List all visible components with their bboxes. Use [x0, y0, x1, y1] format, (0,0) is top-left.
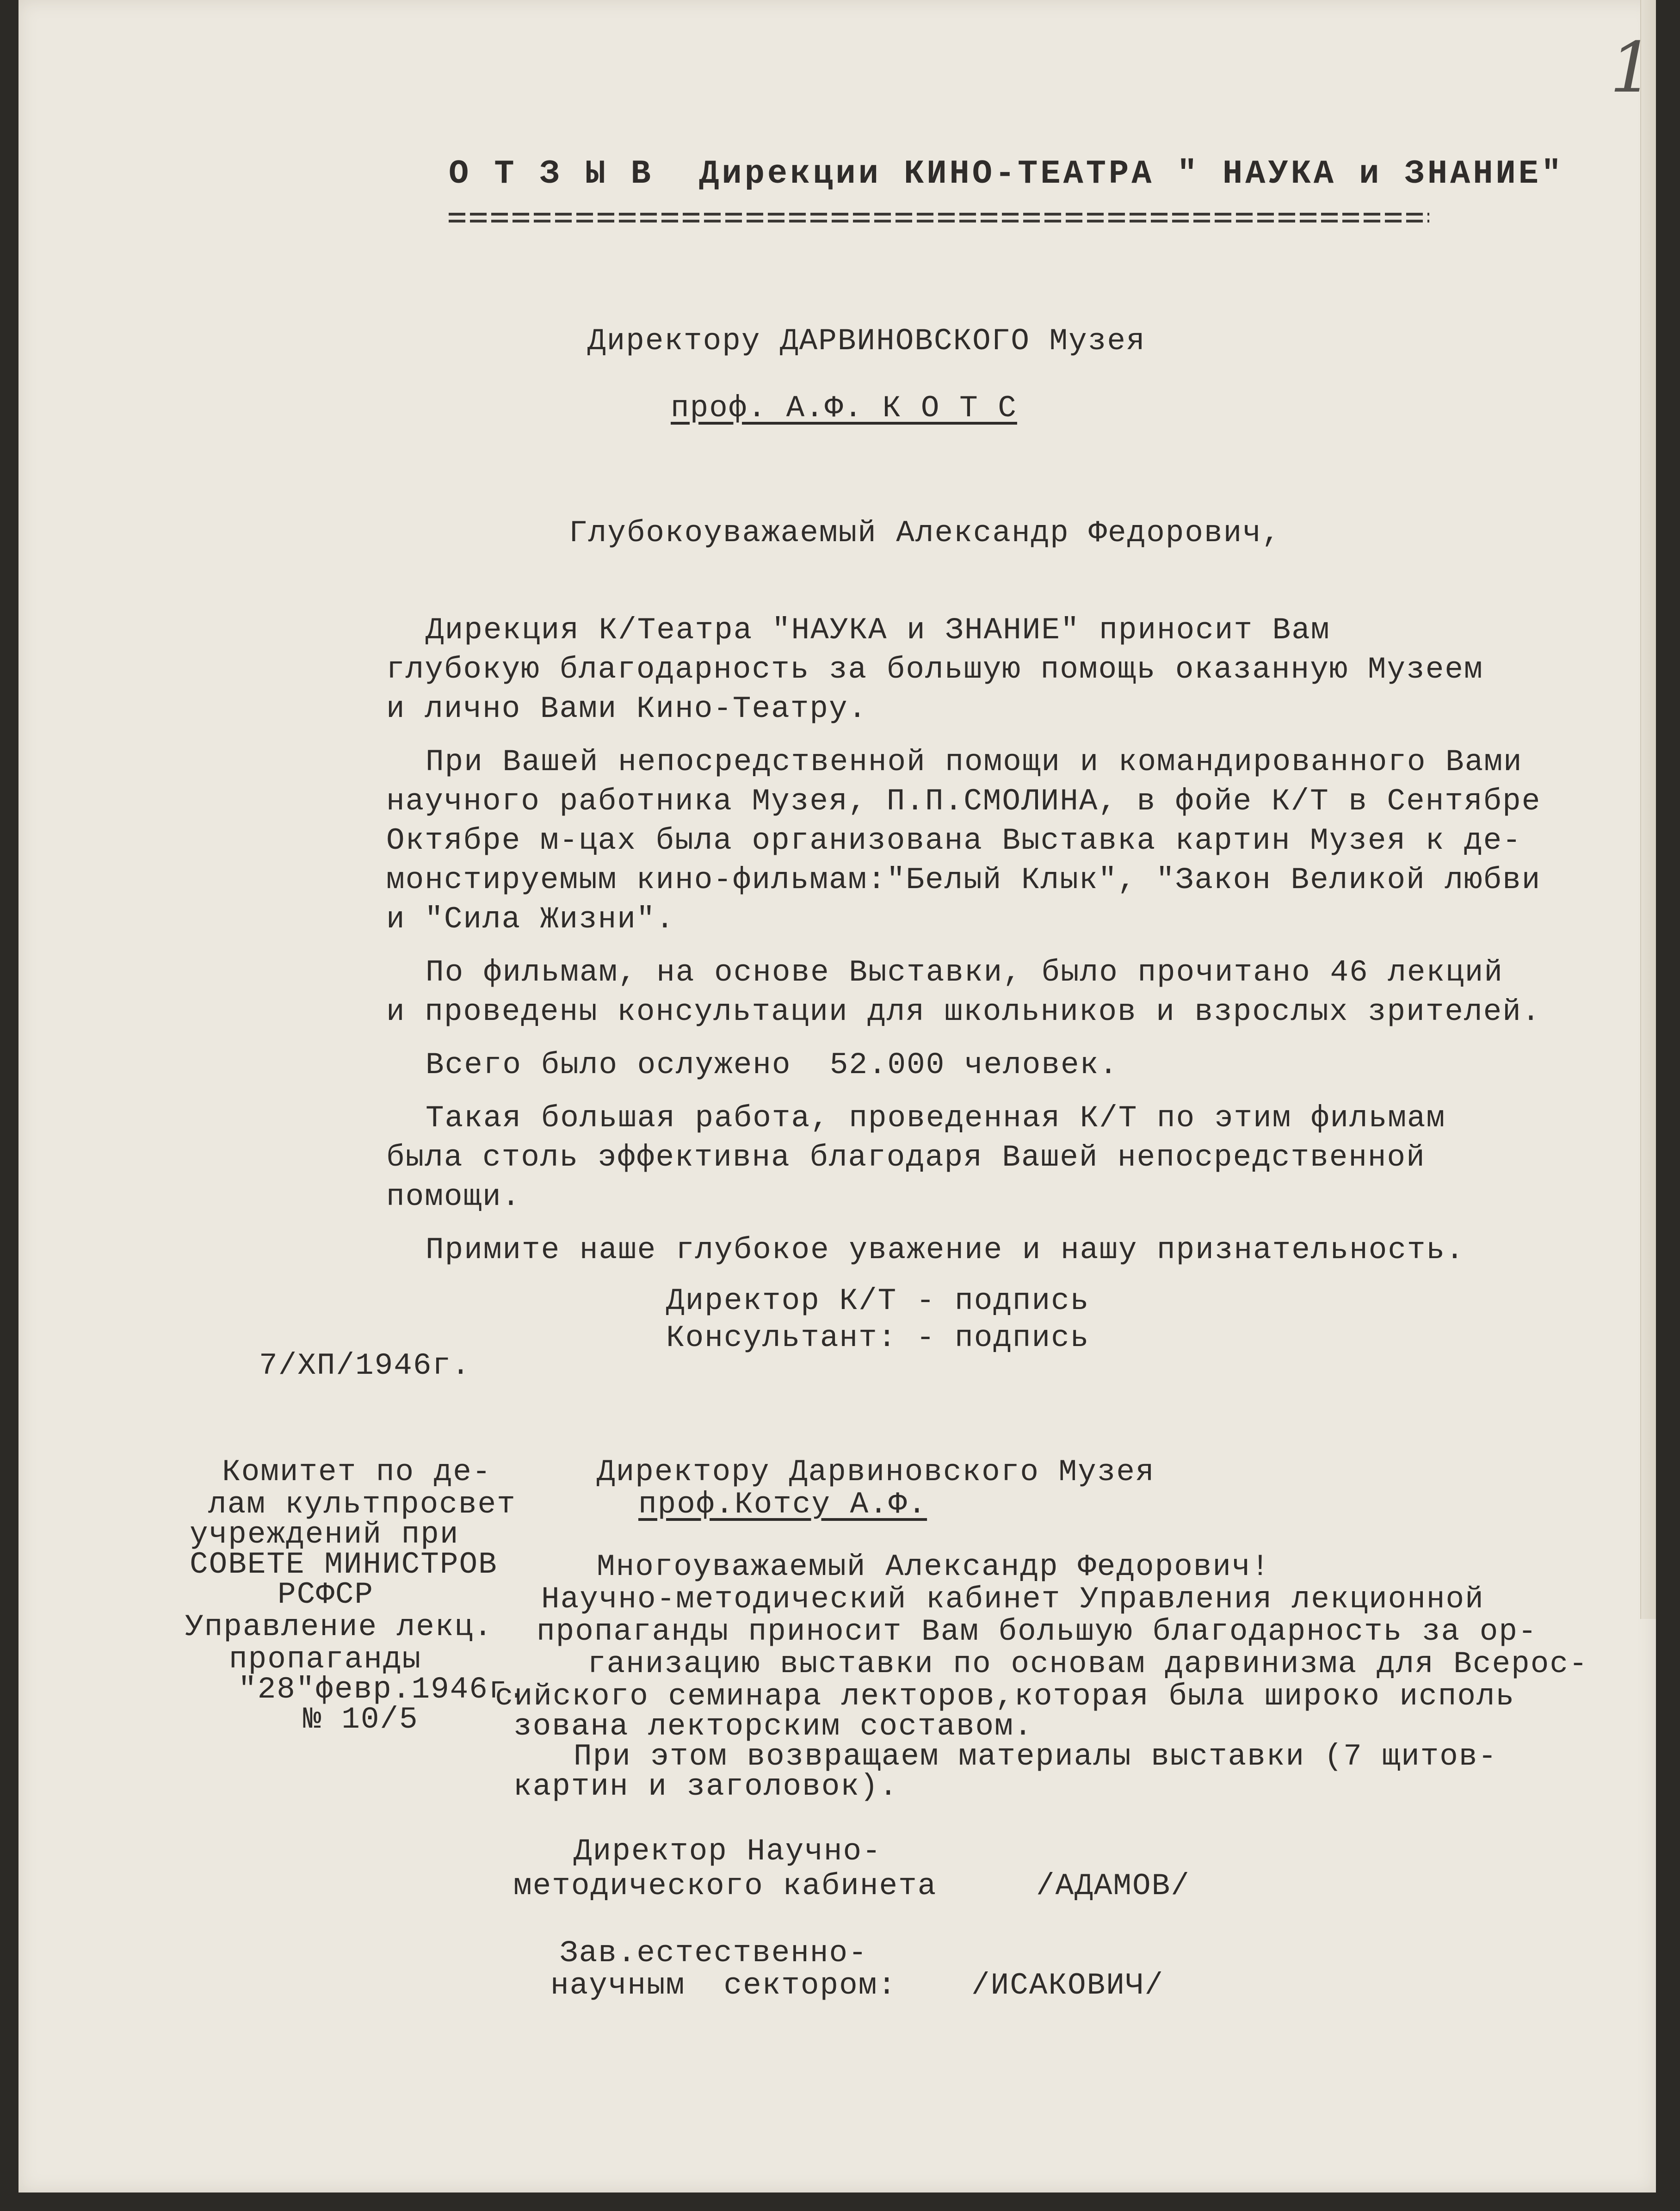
paragraph-6: Примите наше глубокое уважение и нашу признательность. — [426, 1233, 1465, 1267]
sender-line-7: пропаганды — [229, 1642, 422, 1677]
salutation: Глубокоуважаемый Александр Федорович, — [569, 516, 1281, 550]
paragraph-3-line-1: По фильмам, на основе Выставки, было прочитано 46 лекций — [426, 955, 1503, 990]
addressee-line-2: проф. А.Ф. К О Т С — [671, 391, 1017, 426]
paragraph-5-line-2: была столь эффективна благодаря Вашей непосредственной — [386, 1140, 1426, 1175]
signature-3-name: /ИСАКОВИЧ/ — [971, 1968, 1164, 2003]
title-rule-2 — [449, 220, 1429, 222]
signature-2-name: /АДАМОВ/ — [1036, 1869, 1190, 1903]
paragraph-5-line-1: Такая большая работа, проведенная К/Т по этим фильмам — [426, 1101, 1446, 1136]
sender-line-8: "28"февр.1946г. — [238, 1672, 527, 1707]
paragraph-2-line-4: монстируемым кино-фильмам:"Белый Клык", "Закон Великой любви — [386, 863, 1541, 897]
paragraph-1-line-3: и лично Вами Кино-Театру. — [386, 692, 868, 726]
paragraph-3-line-2: и проведены консультации для школьников и взрослых зрителей. — [386, 994, 1541, 1029]
paragraph-1-line-2: глубокую благодарность за большую помощь оказанную Музеем — [386, 652, 1483, 687]
paragraph-2-line-3: Октябре м-цах была организована Выставка картин Музея к де- — [386, 823, 1522, 858]
paragraph-1-line-1: Дирекция К/Театра "НАУКА и ЗНАНИЕ" приносит Вам — [426, 613, 1330, 648]
letter-2-addressee-line-2: проф.Котсу А.Ф. — [638, 1487, 927, 1522]
letter-1-date: 7/ХП/1946г. — [259, 1348, 471, 1383]
paragraph-2-line-2: научного работника Музея, П.П.СМОЛИНА, в фойе К/Т в Сентябре — [386, 784, 1541, 819]
document-title: О Т З Ы В Дирекции КИНО-ТЕАТРА " НАУКА и ЗНАНИЕ" — [449, 155, 1564, 193]
signature-2-title-line-2: методического кабинета — [513, 1869, 937, 1903]
letter-2-salutation: Многоуважаемый Александр Федорович! — [597, 1550, 1271, 1584]
sender-line-1: Комитет по де- — [222, 1455, 492, 1489]
letter-2-body2-line-2: картин и заголовок). — [513, 1769, 899, 1804]
sender-line-9: № 10/5 — [303, 1702, 419, 1737]
signature-consultant: Консультант: - подпись — [666, 1321, 1090, 1355]
sender-line-3: учреждений при — [190, 1517, 459, 1552]
letter-2-body-line-4: сийского семинара лекторов,которая была широко исполь — [495, 1679, 1515, 1714]
signature-director: Директор К/Т - подпись — [666, 1284, 1090, 1318]
signature-2-title-line-1: Директор Научно- — [574, 1834, 882, 1869]
paragraph-4: Всего было ослужено 52.000 человек. — [426, 1048, 1118, 1082]
sender-line-2: лам культпросвет — [208, 1487, 516, 1522]
letter-2-body-line-1: Научно-методический кабинет Управления лекционной — [541, 1582, 1484, 1617]
letter-2-addressee-line-1: Директору Дарвиновского Музея — [597, 1455, 1155, 1489]
sender-line-5: РСФСР — [278, 1577, 374, 1612]
next-sheet-edge — [1640, 0, 1656, 1619]
document-page — [19, 0, 1656, 2192]
letter-2-body-line-2: пропаганды приносит Вам большую благодарность за ор- — [537, 1614, 1538, 1649]
addressee-line-1: Директору ДАРВИНОВСКОГО Музея — [587, 324, 1146, 358]
page-number: 1 — [1610, 28, 1654, 108]
letter-2-body-line-3: ганизацию выставки по основам дарвинизма для Всерос- — [587, 1647, 1588, 1681]
sender-line-4: СОВЕТЕ МИНИСТРОВ — [190, 1547, 498, 1582]
signature-3-title-line-2: научным сектором: — [550, 1968, 897, 2003]
title-rule-1 — [449, 213, 1429, 216]
sender-line-6: Управление лекц. — [185, 1610, 493, 1644]
paragraph-2-line-5: и "Сила Жизни". — [386, 902, 675, 937]
signature-3-title-line-1: Зав.естественно- — [560, 1936, 868, 1970]
letter-2-body-line-5: зована лекторским составом. — [513, 1709, 1033, 1744]
letter-2-body2-line-1: При этом возвращаем материалы выставки (7 щитов- — [574, 1739, 1498, 1774]
paragraph-2-line-1: При Вашей непосредственной помощи и командированного Вами — [426, 745, 1523, 779]
paragraph-5-line-3: помощи. — [386, 1180, 521, 1214]
